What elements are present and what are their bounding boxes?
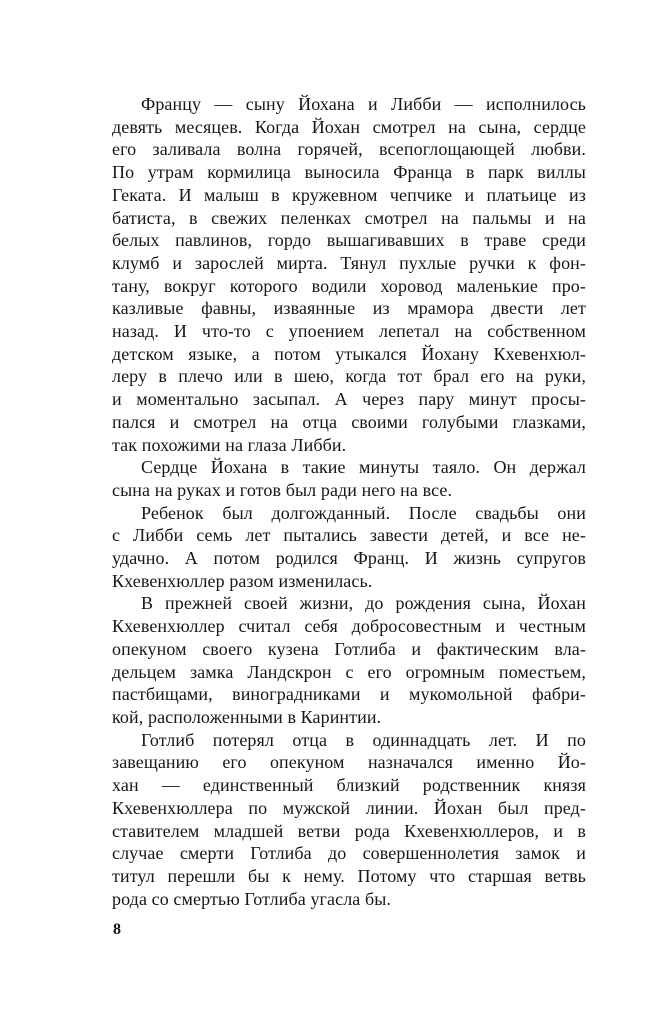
text-line: Кхевенхюллера по мужской линии. Йохан был пред- (112, 797, 586, 818)
paragraph (112, 456, 586, 501)
text-line: Геката. И малыш в кружевном чепчике и платьице из (112, 184, 586, 205)
text-line: детском языке, а потом утыкался Йохану Кхевенхюл- (112, 343, 586, 364)
text-line: пался и смотрел на отца своими голубыми глазками, (112, 411, 586, 432)
text-line: опекуном своего кузена Готлиба и фактическим вла- (112, 638, 586, 659)
paragraph (112, 729, 586, 911)
text-line: случае смерти Готлиба до совершеннолетия замок и (112, 843, 586, 864)
text-line: батиста, в свежих пеленках смотрел на пальмы и на (112, 207, 586, 228)
text-line: По утрам кормилица выносила Франца в парк виллы (112, 162, 586, 183)
text-line: хан — единственный близкий родственник князя (112, 775, 586, 796)
text-line: Францу — сыну Йохана и Либби — исполнилось (141, 94, 586, 114)
paragraph (112, 502, 586, 593)
text-line: клумб и зарослей мирта. Тянул пухлые ручки к фон- (112, 252, 586, 273)
text-line: ставителем младшей ветви рода Кхевенхюллеров, и в (112, 820, 586, 841)
text-line: казливые фавны, изваянные из мрамора двести лет (112, 298, 586, 319)
text-line: тану, вокруг которого водили хоровод маленькие про- (112, 275, 586, 296)
text-line: кой, расположенными в Каринтии. (112, 706, 382, 727)
text-line: леру в плечо или в шею, когда тот брал его на руки, (112, 366, 586, 387)
text-line: рода со смертью Готлиба угасла бы. (112, 888, 392, 909)
text-line: удачно. А потом родился Франц. И жизнь супругов (112, 548, 586, 569)
paragraph (112, 592, 586, 728)
page-text (112, 93, 586, 910)
text-line: девять месяцев. Когда Йохан смотрел на сына, сердце (112, 116, 586, 137)
text-line: назад. И что-то с упоением лепетал на собственном (112, 321, 586, 342)
text-line: Сердце Йохана в такие минуты таяло. Он держал (141, 457, 586, 478)
text-line: белых павлинов, гордо вышагивавших в траве среди (112, 230, 586, 251)
text-line: с Либби семь лет пытались завести детей, и все не- (112, 525, 586, 546)
text-line: Готлиб потерял отца в одиннадцать лет. И по (141, 729, 586, 750)
text-line: Кхевенхюллер разом изменилась. (112, 570, 373, 591)
text-line: его заливала волна горячей, всепоглощающей любви. (112, 139, 586, 160)
text-line: завещанию его опекуном назначался именно Йо- (112, 752, 586, 773)
text-line: В прежней своей жизни, до рождения сына, Йохан (141, 593, 586, 614)
text-line: Кхевенхюллер считал себя добросовестным и честным (112, 616, 586, 637)
text-line: пастбищами, виноградниками и мукомольной фабри- (112, 684, 586, 705)
text-line: дельцем замка Ландскрон с его огромным поместьем, (112, 661, 586, 682)
paragraph (112, 93, 586, 456)
text-line: так похожими на глаза Либби. (112, 434, 347, 455)
text-line: титул перешли бы к нему. Потому что старшая ветвь (112, 865, 586, 886)
page-number: 8 (113, 921, 121, 938)
text-line: Ребенок был долгожданный. После свадьбы они (141, 502, 586, 523)
text-line: сына на руках и готов был ради него на все. (112, 479, 453, 500)
text-line: и моментально засыпал. А через пару минут просы- (112, 389, 586, 410)
